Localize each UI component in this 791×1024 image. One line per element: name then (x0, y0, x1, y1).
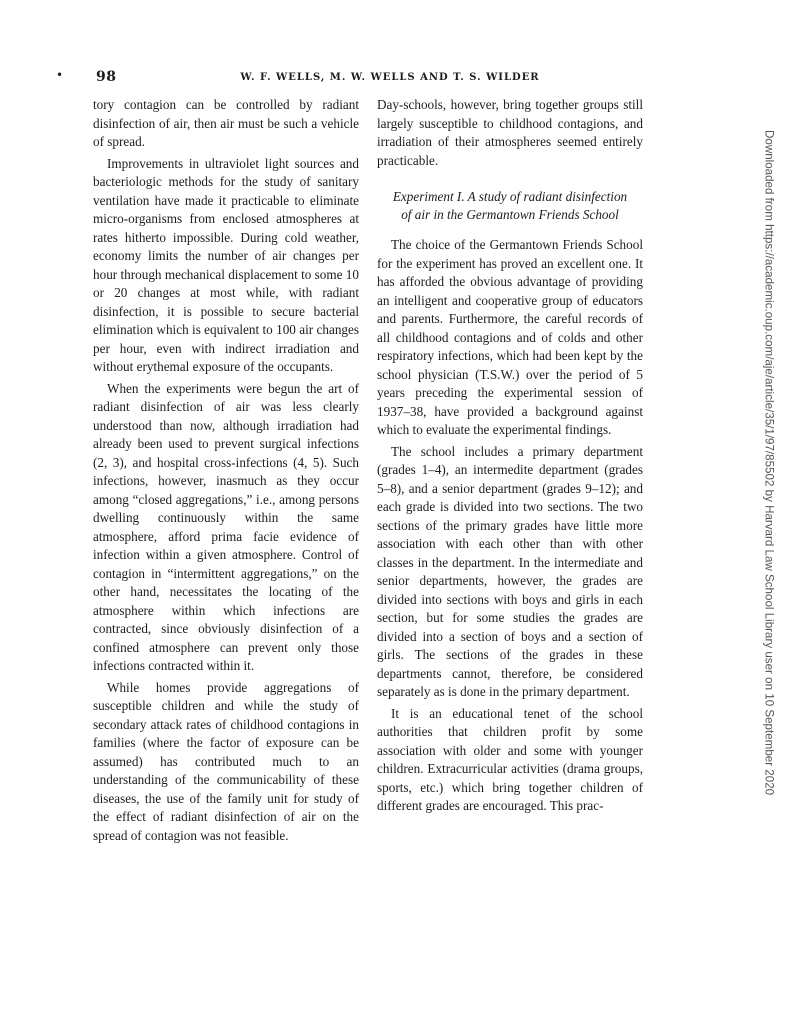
paragraph: The school includes a primary department (grades 1–4), an intermedite department (grades 5–8), and a senior department (grades 9–12); and each grade is divided into two sections. The two sections of the primary grades have little more association with each other than with other classes in the department. In the intermediate and senior departments, however, the grades are divided into sections with boys and girls in each section, but for some studies the grades are divided into a section of boys and a section of girls. The sections of the grades in these departments cannot, therefore, be considered separately as is done in the primary department. (377, 443, 643, 699)
running-head: W. F. WELLS, M. W. WELLS AND T. S. WILDER (240, 72, 540, 83)
paragraph: Improvements in ultraviolet light sources and bacteriologic methods for the study of sanitary ventilation have made it practicable to eliminate micro-organisms from enclosed atmospheres at rates hitherto impossible. During cold weather, economy limits the number of air changes per hour through mechanical displacement to some 10 or 20 changes at most while, with radiant disinfection, it is possible to secure bacterial elimination which is equivalent to 100 air changes per hour, even with indirect irradiation and without erythemal exposure of the occupants. (93, 155, 359, 374)
left-column (93, 96, 359, 848)
paragraph: It is an educational tenet of the school authorities that children profit by some association with older and some with younger children. Extracurricular activities (drama groups, sports, etc.) which bring together children of different grades are encouraged. This prac- (377, 705, 643, 813)
right-column (377, 96, 643, 819)
paragraph: While homes provide aggregations of susceptible children and while the study of secondary attack rates of childhood contagions in families (where the factor of exposure can be assumed) has contributed much to an understanding of the communicability of these diseases, the use of the family unit for study of the effect of radiant disinfection of air on the spread of contagion was not feasible. (93, 679, 359, 843)
page-number: 98 (96, 69, 117, 85)
paragraph: The choice of the Germantown Friends School for the experiment has proved an excellent one. It has afforded the obvious advantage of providing an intelligent and cooperative group of educators and parents. Furthermore, the careful records of all childhood contagions and of colds and other respiratory infections, which had been kept by the school physician (T.S.W.) over the period of 5 years preceding the experimental session of 1937–38, have provided a background against which to evaluate the experimental findings. (377, 237, 643, 437)
section-heading: Experiment I. A study of radiant disinfection of air in the Germantown Friends School (392, 189, 628, 222)
paragraph: Day-schools, however, bring together groups still largely susceptible to childhood contagions, and irradiation of their atmospheres seemed entirely practicable. (377, 97, 643, 168)
stray-mark: • (56, 68, 64, 82)
download-note-text: Downloaded from https://academic.oup.com/aje/article/35/1/97/85502 by Harvard Law School Library user on 10 September 2020 (762, 130, 776, 796)
download-note (758, 130, 780, 890)
paragraph: When the experiments were begun the art of radiant disinfection of air was less clearly understood than now, although irradiation had already been used to prevent surgical infections (2, 3), and hospital cross-infections (4, 5). Such infections, however, inasmuch as they occur among “closed aggregations,” i.e., among persons dwelling continuously within the same atmosphere, afford prima facie evidence of infection within a given atmosphere. Control of contagion in “intermittent aggregations,” on the other hand, necessitates the locating of the atmosphere within which infections are contracted, since obviously disinfection of a confined atmosphere can prevent only those infections contracted within it. (93, 380, 359, 673)
paragraph: tory contagion can be controlled by radiant disinfection of air, then air must be such a vehicle of spread. (93, 97, 359, 149)
